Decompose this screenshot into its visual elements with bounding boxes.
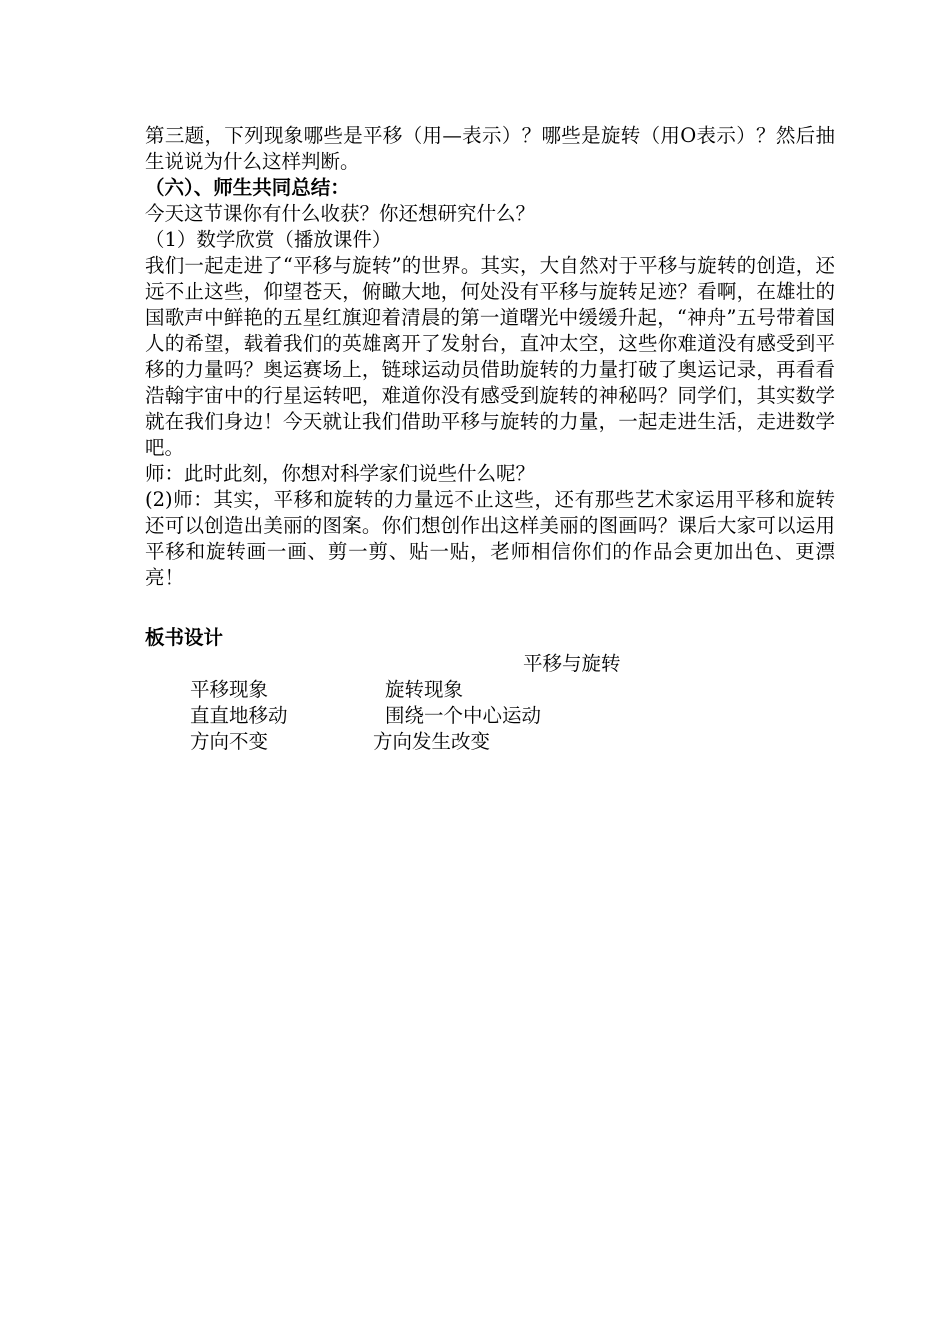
board-row xyxy=(145,703,835,729)
board-cell-left: 方向不变 xyxy=(190,730,269,753)
paragraph-translation-rotation-world: 我们一起走进了“平移与旋转”的世界。其实，大自然对于平移与旋转的创造，还远不止这些，仰望苍天，俯瞰大地，何处没有平移与旋转足迹？看啊，在雄壮的国歌声中鲜艳的五星红旗迎着清晨的第一道曙光中缓缓升起，“神舟”五号带着国人的希望，载着我们的英雄离开了发射台，直冲太空，这些你难道没有感受到平移的力量吗？奥运赛场上，链球运动员借助旋转的力量打破了奥运记录，再看看浩翰宇宙中的行星运转吧，难道你没有感受到旋转的神秘吗？同学们，其实数学就在我们身边！今天就让我们借助平移与旋转的力量，一起走进生活，走进数学吧。 xyxy=(145,254,835,459)
board-row xyxy=(145,677,835,703)
document-page xyxy=(145,123,835,755)
section-heading-summary: （六）、师生共同总结： xyxy=(145,176,350,199)
board-cell-right: 方向发生改变 xyxy=(373,730,491,753)
paragraph-math-appreciation: （1）数学欣赏（播放课件） xyxy=(145,228,392,251)
board-cell-left: 直直地移动 xyxy=(190,704,288,727)
paragraph-teacher-question: 师：此时此刻，你想对科学家们说些什么呢？ xyxy=(145,462,536,485)
board-title: 平移与旋转 xyxy=(523,652,621,675)
board-cell-left: 平移现象 xyxy=(190,678,269,701)
paragraph-question-three: 第三题，下列现象哪些是平移（用—表示）？哪些是旋转（用O表示）？然后抽生说说为什么这样判断。 xyxy=(145,124,835,173)
board-cell-right: 旋转现象 xyxy=(385,678,464,701)
board-design-heading: 板书设计 xyxy=(145,626,224,649)
board-row xyxy=(145,729,835,755)
board-cell-right: 围绕一个中心运动 xyxy=(385,704,542,727)
paragraph-teacher-artists: (2)师：其实，平移和旋转的力量远不止这些，还有那些艺术家运用平移和旋转还可以创造出美丽的图案。你们想创作出这样美丽的图画吗？课后大家可以运用平移和旋转画一画、剪一剪、贴一贴，老师相信你们的作品会更加出色、更漂亮！ xyxy=(145,488,835,589)
paragraph-harvest-question: 今天这节课你有什么收获？你还想研究什么？ xyxy=(145,202,536,225)
